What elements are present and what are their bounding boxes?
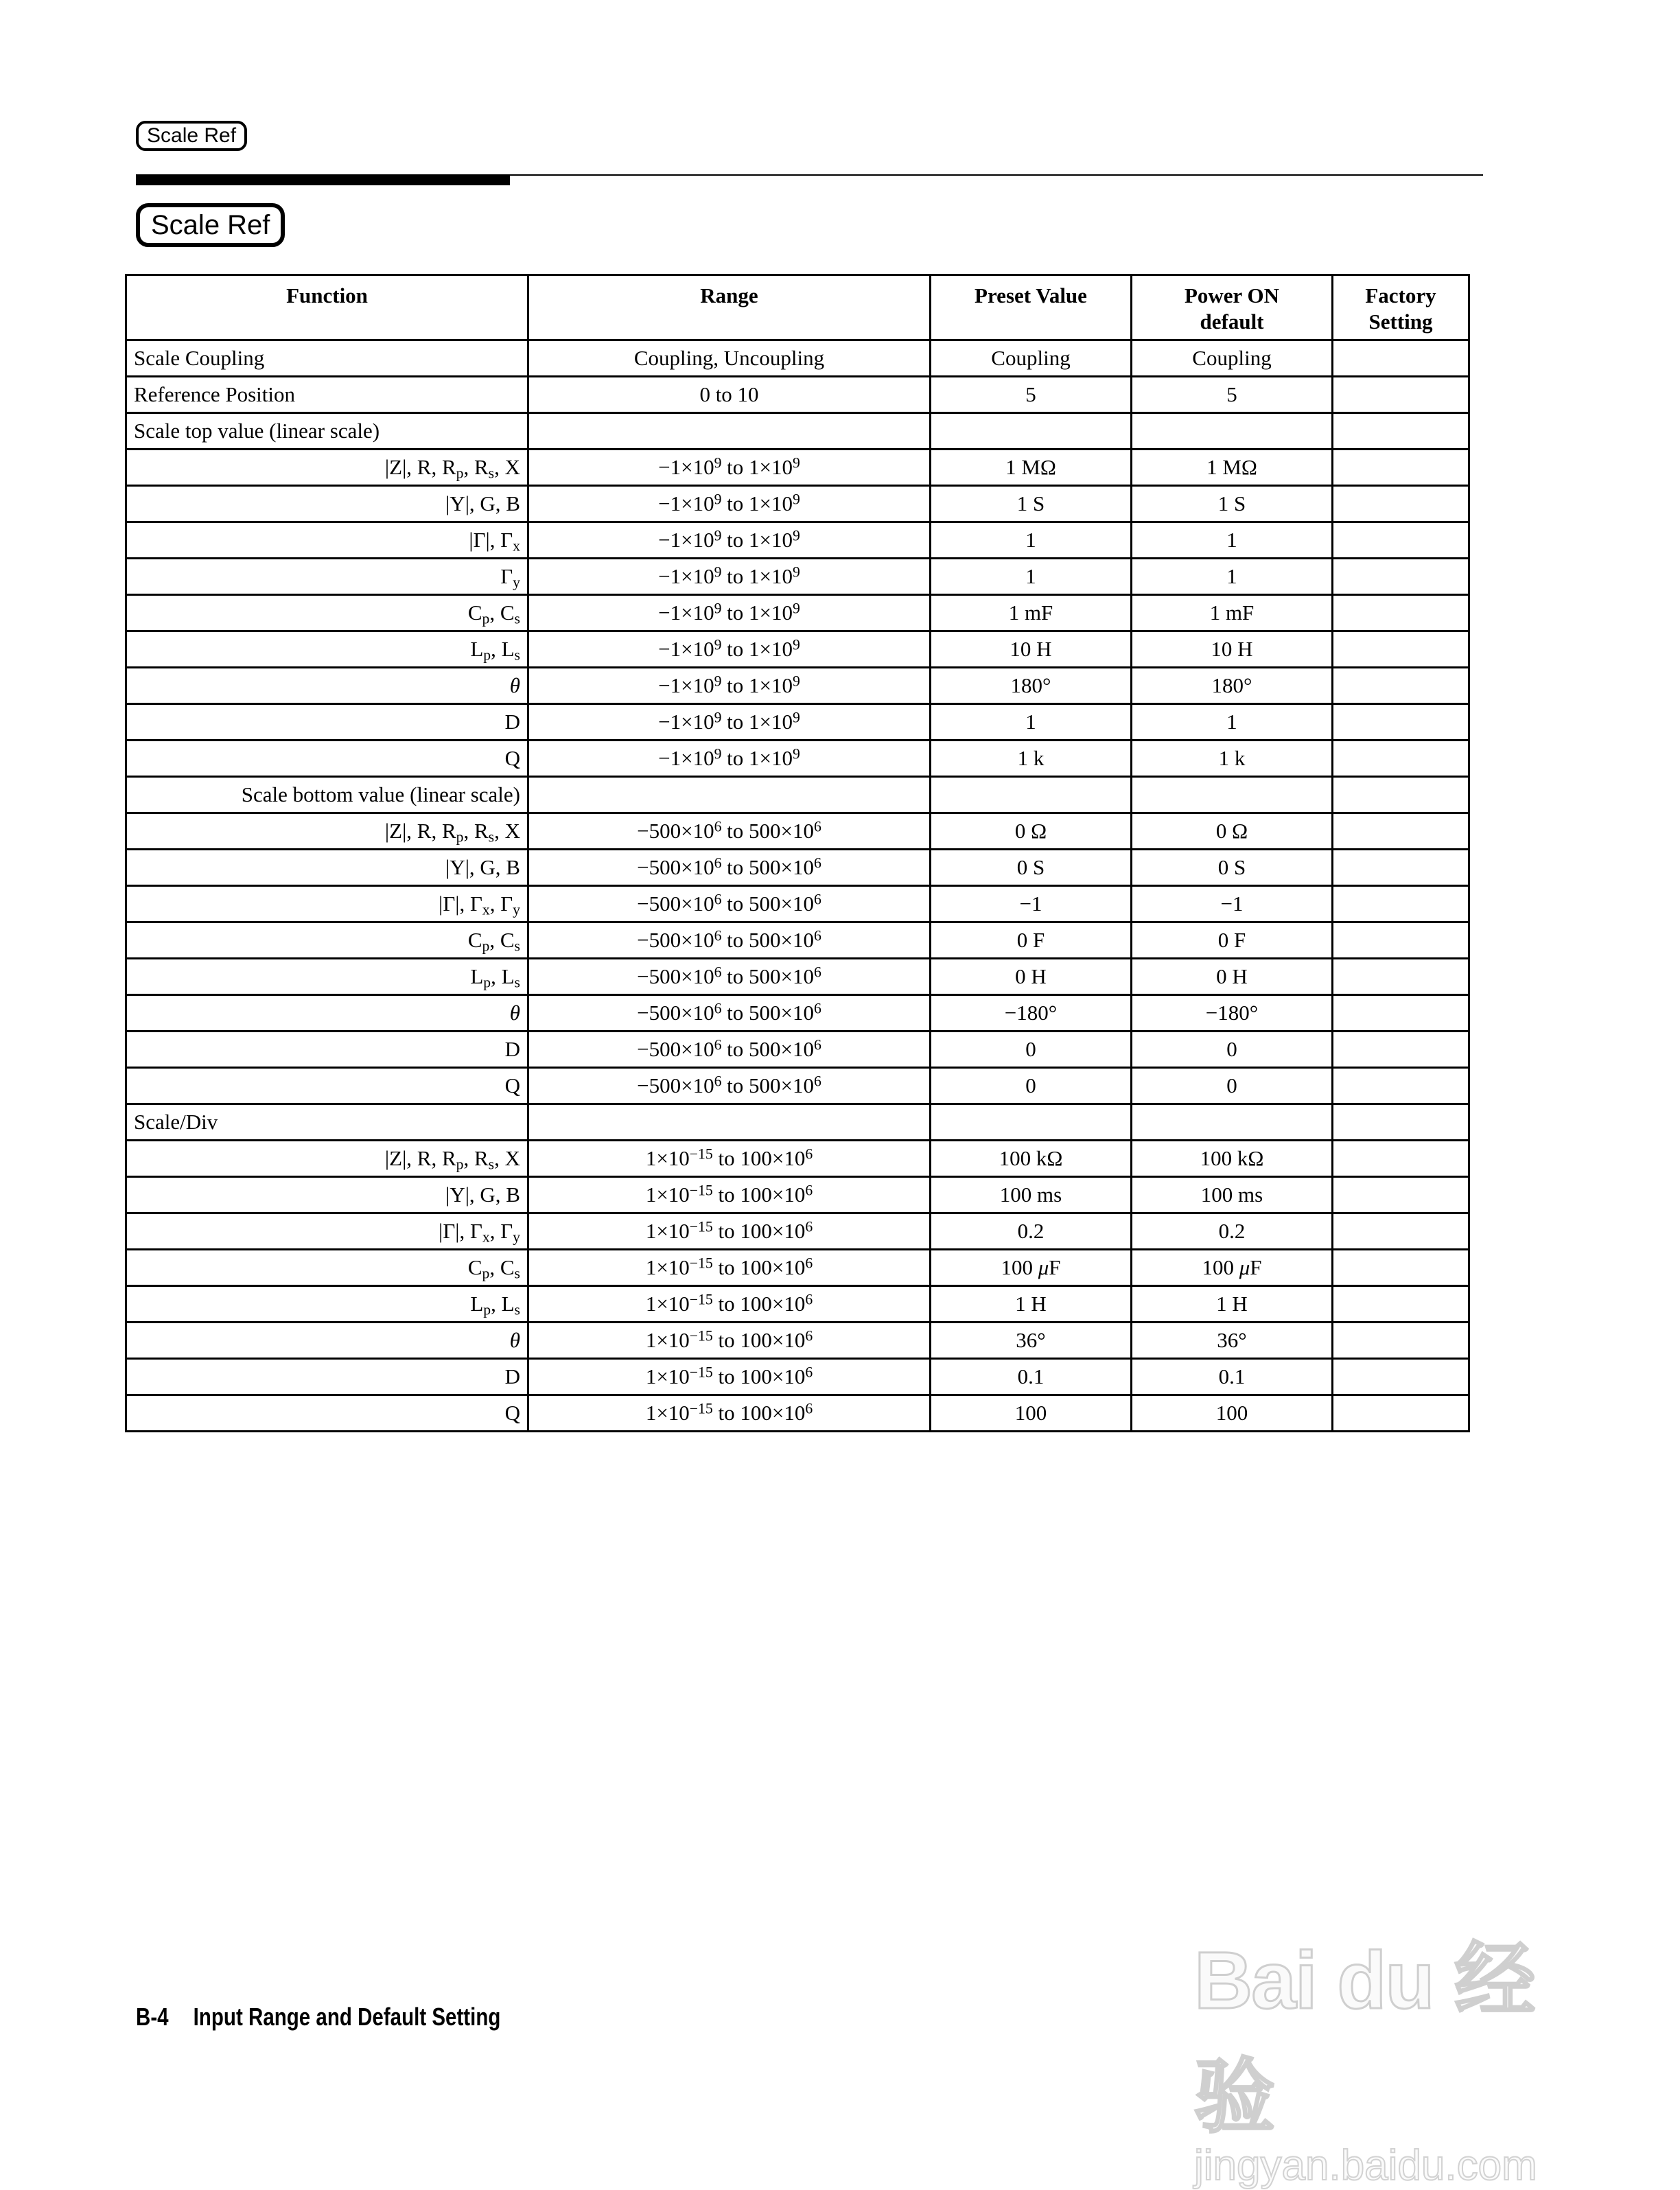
factory-cell [1333,1177,1469,1213]
function-cell: Q [126,741,528,777]
power-on-line-1: Power ON [1184,283,1280,307]
power-on-cell: 1 mF [1132,595,1333,631]
function-cell: θ [126,668,528,704]
watermark-brand: Bai du 经验 [1194,1935,1535,2143]
table-row [126,886,1469,922]
power-on-cell: 1 MΩ [1132,450,1333,486]
range-cell: $-500\times 10^6$ to $500\times 10^6$ [528,813,931,850]
table-row [126,522,1469,559]
factory-line-1: Factory [1365,283,1436,307]
preset-cell: 36° [931,1323,1132,1359]
range-cell: $-1\times 10^9$ to $1\times 10^9$ [528,595,931,631]
power-on-cell: 1 H [1132,1286,1333,1323]
table-row [126,595,1469,631]
factory-cell [1333,631,1469,668]
factory-line-2: Setting [1368,310,1433,334]
table-row [126,777,1469,813]
table-row [126,486,1469,522]
range-cell: $-1\times 10^9$ to $1\times 10^9$ [528,631,931,668]
table-row [126,377,1469,413]
preset-cell: 100 [931,1395,1132,1432]
factory-cell [1333,995,1469,1032]
range-cell: $-1\times 10^9$ to $1\times 10^9$ [528,450,931,486]
preset-cell: 0.1 [931,1359,1132,1395]
power-on-cell [1132,777,1333,813]
power-on-cell: 5 [1132,377,1333,413]
factory-cell [1333,741,1469,777]
power-on-cell: 1 S [1132,486,1333,522]
power-on-cell: 0 [1132,1068,1333,1104]
factory-cell [1333,1068,1469,1104]
column-header-preset: Preset Value [931,275,1132,340]
preset-cell: 0 [931,1068,1132,1104]
table-row [126,1359,1469,1395]
preset-cell: 10 H [931,631,1132,668]
function-cell: |Y|, G, B [126,486,528,522]
table-row [126,1213,1469,1250]
preset-cell: 1 [931,559,1132,595]
factory-cell [1333,1359,1469,1395]
function-cell: $C_p$, $C_s$ [126,1250,528,1286]
range-cell: $-1\times 10^9$ to $1\times 10^9$ [528,704,931,741]
power-on-cell: 1 [1132,704,1333,741]
function-cell: |Γ|, $\Gamma_x$, $\Gamma_y$ [126,1213,528,1250]
table-row [126,813,1469,850]
factory-cell [1333,886,1469,922]
function-cell: $L_p$, $L_s$ [126,631,528,668]
function-cell: θ [126,995,528,1032]
factory-cell [1333,1395,1469,1432]
power-on-cell: 0.1 [1132,1359,1333,1395]
function-cell: Scale/Div [126,1104,528,1141]
table-row [126,340,1469,377]
function-cell: |Y|, G, B [126,850,528,886]
range-cell: $-1\times 10^9$ to $1\times 10^9$ [528,559,931,595]
range-cell: $-500\times 10^6$ to $500\times 10^6$ [528,1032,931,1068]
function-cell: Scale Coupling [126,340,528,377]
preset-cell: 0 [931,1032,1132,1068]
factory-cell [1333,1323,1469,1359]
range-cell: $1\times 10^{-15}$ to $100\times 10^6$ [528,1286,931,1323]
power-on-cell [1132,1104,1333,1141]
range-cell: 0 to 10 [528,377,931,413]
table-row [126,1395,1469,1432]
table-row [126,1068,1469,1104]
table-row [126,631,1469,668]
function-cell: Scale bottom value (linear scale) [126,777,528,813]
power-on-cell: 1 [1132,559,1333,595]
preset-cell: 5 [931,377,1132,413]
preset-cell: 0 S [931,850,1132,886]
function-cell: Reference Position [126,377,528,413]
preset-cell: −180° [931,995,1132,1032]
table-row [126,450,1469,486]
preset-cell: 100 ms [931,1177,1132,1213]
header-rule-thin [510,174,1483,176]
power-on-cell: 10 H [1132,631,1333,668]
factory-cell [1333,340,1469,377]
table-row [126,1250,1469,1286]
table-row [126,668,1469,704]
preset-cell: 0.2 [931,1213,1132,1250]
power-on-cell: 0 S [1132,850,1333,886]
power-on-cell: −1 [1132,886,1333,922]
power-on-cell: 100 kΩ [1132,1141,1333,1177]
function-cell: |Z|, R, $R_p$, $R_s$, X [126,813,528,850]
column-header-factory [1333,275,1469,340]
function-cell: |Y|, G, B [126,1177,528,1213]
power-on-cell: 0 H [1132,959,1333,995]
preset-cell: −1 [931,886,1132,922]
preset-cell: Coupling [931,340,1132,377]
power-on-cell: 100 ms [1132,1177,1333,1213]
default-settings-table [125,274,1470,1432]
function-cell: D [126,704,528,741]
power-on-cell: 1 [1132,522,1333,559]
power-on-cell: Coupling [1132,340,1333,377]
preset-cell: 180° [931,668,1132,704]
factory-cell [1333,850,1469,886]
column-header-power-on [1132,275,1333,340]
preset-cell [931,777,1132,813]
preset-cell: 0 Ω [931,813,1132,850]
range-cell: $1\times 10^{-15}$ to $100\times 10^6$ [528,1395,931,1432]
range-cell: $-500\times 10^6$ to $500\times 10^6$ [528,959,931,995]
range-cell [528,777,931,813]
table-row [126,741,1469,777]
power-on-cell: 100 μF [1132,1250,1333,1286]
function-cell: |Γ|, $\Gamma_x$ [126,522,528,559]
preset-cell: 1 MΩ [931,450,1132,486]
range-cell: $-500\times 10^6$ to $500\times 10^6$ [528,850,931,886]
column-header-function: Function [126,275,528,340]
factory-cell [1333,1104,1469,1141]
function-cell: |Z|, R, $R_p$, $R_s$, X [126,1141,528,1177]
factory-cell [1333,1213,1469,1250]
range-cell: $1\times 10^{-15}$ to $100\times 10^6$ [528,1141,931,1177]
preset-cell: 100 kΩ [931,1141,1132,1177]
table-row [126,1177,1469,1213]
function-cell: $L_p$, $L_s$ [126,1286,528,1323]
preset-cell [931,413,1132,450]
factory-cell [1333,413,1469,450]
power-on-cell: −180° [1132,995,1333,1032]
power-on-cell [1132,413,1333,450]
range-cell: $1\times 10^{-15}$ to $100\times 10^6$ [528,1213,931,1250]
table-row [126,1104,1469,1141]
column-header-range: Range [528,275,931,340]
table-row [126,559,1469,595]
function-cell: Scale top value (linear scale) [126,413,528,450]
range-cell [528,1104,931,1141]
scale-ref-key-large: Scale Ref [136,203,285,247]
function-cell: $\Gamma_y$ [126,559,528,595]
power-on-cell: 36° [1132,1323,1333,1359]
function-cell: D [126,1032,528,1068]
factory-cell [1333,377,1469,413]
preset-cell: 1 H [931,1286,1132,1323]
preset-cell: 1 [931,704,1132,741]
preset-cell: 1 mF [931,595,1132,631]
factory-cell [1333,522,1469,559]
factory-cell [1333,704,1469,741]
table-row [126,704,1469,741]
power-on-cell: 0.2 [1132,1213,1333,1250]
range-cell: $-1\times 10^9$ to $1\times 10^9$ [528,668,931,704]
header-rule-thick [136,174,510,185]
function-cell: $L_p$, $L_s$ [126,959,528,995]
factory-cell [1333,1032,1469,1068]
factory-cell [1333,559,1469,595]
power-on-cell: 100 [1132,1395,1333,1432]
function-cell: Q [126,1395,528,1432]
factory-cell [1333,668,1469,704]
range-cell: $-500\times 10^6$ to $500\times 10^6$ [528,886,931,922]
factory-cell [1333,922,1469,959]
table-row [126,922,1469,959]
watermark-url: jingyan.baidu.com [1194,2142,1537,2189]
table-row [126,959,1469,995]
factory-cell [1333,959,1469,995]
table-row [126,995,1469,1032]
factory-cell [1333,1141,1469,1177]
factory-cell [1333,1250,1469,1286]
range-cell: $-500\times 10^6$ to $500\times 10^6$ [528,995,931,1032]
range-cell: $-1\times 10^9$ to $1\times 10^9$ [528,522,931,559]
page-footer [136,2003,500,2031]
range-cell: Coupling, Uncoupling [528,340,931,377]
section-title: Input Range and Default Setting [193,2003,501,2031]
power-on-cell: 0 [1132,1032,1333,1068]
function-cell: Q [126,1068,528,1104]
preset-cell: 0 F [931,922,1132,959]
baidu-watermark [1194,1915,1578,2189]
power-on-cell: 1 k [1132,741,1333,777]
preset-cell [931,1104,1132,1141]
scale-ref-key-small: Scale Ref [136,121,247,151]
power-on-cell: 0 Ω [1132,813,1333,850]
factory-cell [1333,450,1469,486]
table-row [126,413,1469,450]
factory-cell [1333,777,1469,813]
table-row [126,1032,1469,1068]
preset-cell: 1 [931,522,1132,559]
function-cell: θ [126,1323,528,1359]
range-cell: $-1\times 10^9$ to $1\times 10^9$ [528,486,931,522]
power-on-cell: 0 F [1132,922,1333,959]
function-cell: $C_p$, $C_s$ [126,595,528,631]
factory-cell [1333,595,1469,631]
power-on-line-2: default [1200,310,1264,334]
range-cell: $1\times 10^{-15}$ to $100\times 10^6$ [528,1177,931,1213]
preset-cell: 1 k [931,741,1132,777]
table-row [126,1141,1469,1177]
table-body [126,340,1469,1432]
table-row [126,1323,1469,1359]
range-cell [528,413,931,450]
function-cell: |Γ|, $\Gamma_x$, $\Gamma_y$ [126,886,528,922]
range-cell: $1\times 10^{-15}$ to $100\times 10^6$ [528,1359,931,1395]
preset-cell: 0 H [931,959,1132,995]
preset-cell: 100 μF [931,1250,1132,1286]
function-cell: $C_p$, $C_s$ [126,922,528,959]
range-cell: $1\times 10^{-15}$ to $100\times 10^6$ [528,1250,931,1286]
factory-cell [1333,813,1469,850]
table-row [126,1286,1469,1323]
page-number: B-4 [136,2003,169,2031]
power-on-cell: 180° [1132,668,1333,704]
table-row [126,850,1469,886]
range-cell: $-1\times 10^9$ to $1\times 10^9$ [528,741,931,777]
preset-cell: 1 S [931,486,1132,522]
range-cell: $-500\times 10^6$ to $500\times 10^6$ [528,1068,931,1104]
table-header-row [126,275,1469,340]
range-cell: $-500\times 10^6$ to $500\times 10^6$ [528,922,931,959]
factory-cell [1333,1286,1469,1323]
function-cell: |Z|, R, $R_p$, $R_s$, X [126,450,528,486]
function-cell: D [126,1359,528,1395]
factory-cell [1333,486,1469,522]
range-cell: $1\times 10^{-15}$ to $100\times 10^6$ [528,1323,931,1359]
